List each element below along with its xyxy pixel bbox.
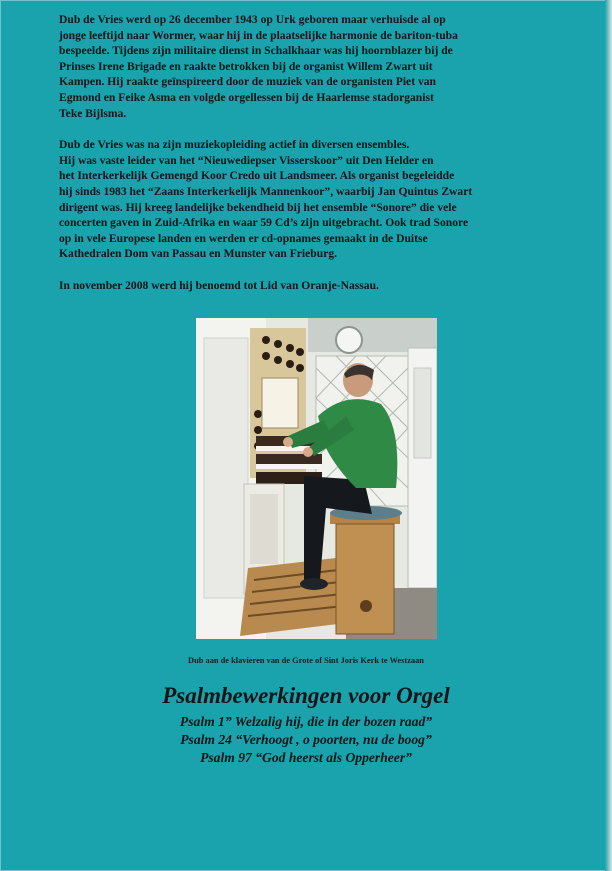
text-line: concerten gaven in Zuid-Afrika en waar 59 Cd’s zijn uitgebracht. Ook trad Sonore — [59, 216, 469, 230]
psalm-item: Psalm 24 “Verhoogt , o poorten, nu de boog” — [180, 732, 432, 747]
text-line: Prinses Irene Brigade en raakte betrokken bij de organist Willem Zwart uit — [59, 59, 433, 73]
text-line: Kampen. Hij raakte geïnspireerd door de muziek van de organisten Piet van — [59, 75, 437, 89]
biography-paragraph-1 — [59, 12, 537, 121]
biography-text — [59, 12, 537, 310]
organist-photo — [196, 318, 437, 639]
text-line: Egmond en Feike Asma en volgde orgellessen bij de Haarlemse stadorganist — [59, 90, 434, 104]
biography-paragraph-2 — [59, 137, 537, 262]
text-line: jonge leeftijd naar Wormer, waar hij in de plaatselijke harmonie de bariton-tuba — [59, 28, 458, 42]
text-line: dirigent was. Hij kreeg landelijke bekendheid bij het ensemble “Sonore” die vele — [59, 200, 457, 214]
text-line: Kathedralen Dom van Passau en Munster van Frieburg. — [59, 247, 338, 261]
psalm-list — [0, 713, 612, 767]
text-line: hij sinds 1983 het “Zaans Interkerkelijk Mannenkoor”, waarbij Jan Quintus Zwart — [59, 184, 473, 198]
text-line: Dub de Vries was na zijn muziekopleiding actief in diversen ensembles. — [59, 138, 410, 152]
text-line: op in vele Europese landen en werden er cd-opnames gemaakt in de Duitse — [59, 231, 428, 245]
text-line: Hij was vaste leider van het “Nieuwediepser Visserskoor” uit Den Helder en — [59, 153, 434, 167]
psalm-item: Psalm 1” Welzalig hij, die in der bozen raad” — [179, 714, 433, 729]
text-line: het Interkerkelijk Gemengd Koor Credo uit Landsmeer. Als organist begeleidde — [59, 169, 455, 183]
booklet-title: Psalmbewerkingen voor Orgel — [162, 683, 450, 708]
biography-paragraph-3 — [59, 278, 537, 294]
text-line: Dub de Vries werd op 26 december 1943 op Urk geboren maar verhuisde al op — [59, 13, 446, 26]
photo-caption: Dub aan de klavieren van de Grote of Sint Joris Kerk te Westzaan — [188, 656, 424, 665]
text-line: Teke Bijlsma. — [59, 106, 127, 120]
psalm-item: Psalm 97 “God heerst als Opperheer” — [200, 750, 412, 765]
text-line: bespeelde. Tijdens zijn militaire dienst in Schalkhaar was hij hoornblazer bij de — [59, 44, 453, 58]
text-line: In november 2008 werd hij benoemd tot Lid van Oranje-Nassau. — [59, 278, 379, 292]
